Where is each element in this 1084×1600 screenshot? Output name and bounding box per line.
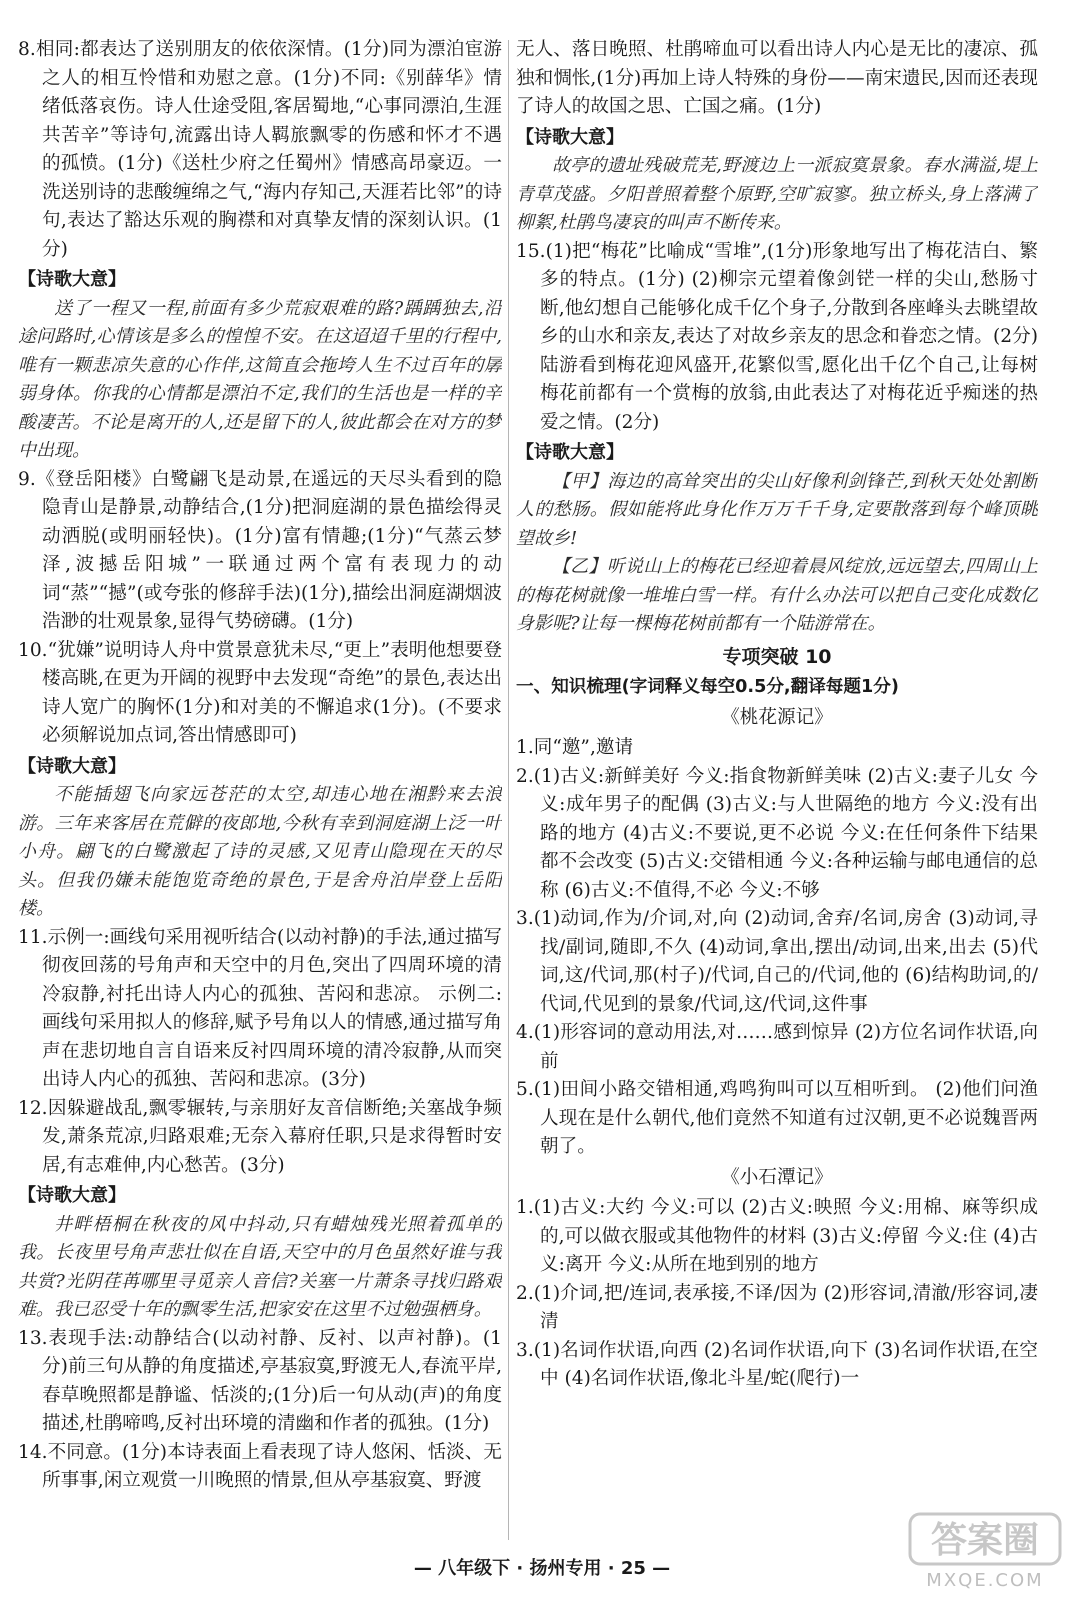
answer-item: 14.不同意。(1分)本诗表面上看表现了诗人悠闲、恬淡、无所事事,闲立观赏一川晚照的情景,但从亭基寂寞、野渡	[18, 1441, 502, 1491]
answer-text: 无人、落日晚照、杜鹃啼血可以看出诗人内心是无比的凄凉、孤独和惆怅,(1分)再加上诗人特殊的身份——南宋遗民,因而还表现了诗人的故国之思、亡国之痛。(1分)	[516, 39, 1038, 117]
answer-item: 11.示例一:画线句采用视听结合(以动衬静)的手法,通过描写彻夜回荡的号角声和天空中的月色,突出了四周环境的清冷寂静,衬托出诗人内心的孤独、苦闷和悲凉。 示例二:画线句采用拟人的修辞,赋予号角以人的情感,通过描写角声在悲切地自言自语来反衬四周环境的清冷寂静,从而突出诗人内心的孤独、苦闷和悲凉。(3分)	[18, 926, 502, 1090]
answer-item: 1.同“邀”,邀请	[516, 737, 634, 758]
handwritten-translation: 井畔梧桐在秋夜的风中抖动,只有蜡烛残光照着孤单的我。长夜里号角声悲壮似在自语,天空中的月色虽然好谁与我共赏?光阴荏苒哪里寻觅亲人音信?关塞一片萧条寻找归路艰难。我已忍受十年的飘零生活,把家安在这里不过勉强栖身。	[18, 1213, 502, 1320]
handwritten-translation: 【乙】听说山上的梅花已经迎着晨风绽放,远远望去,四周山上的梅花树就像一堆堆白雪一样。有什么办法可以把自己变化成数亿身影呢?让每一棵梅花树前都有一个陆游常在。	[516, 556, 1038, 634]
handwritten-translation: 【甲】海边的高耸突出的尖山好像利剑锋芒,到秋天处处割断人的愁肠。假如能将此身化作万万千千身,定要散落到每个峰顶眺望故乡!	[516, 470, 1038, 549]
answer-item: 10.“犹嫌”说明诗人舟中赏景意犹未尽,“更上”表明他想要登楼高眺,在更为开阔的视野中去发现“奇绝”的景色,表达出诗人宽广的胸怀(1分)和对美的不懈追求(1分)。(不要求必须解说加点词,答出情感即可)	[18, 639, 502, 746]
section-header: 【诗歌大意】	[18, 1185, 126, 1206]
answer-item: 1.(1)古义:大约 今义:可以 (2)古义:映照 今义:用棉、麻等织成的,可以做衣服或其他物件的材料 (3)古义:停留 今义:住 (4)古义:离开 今义:从所在地到别的地方	[516, 1197, 1038, 1275]
answer-item: 2.(1)介词,把/连词,表承接,不译/因为 (2)形容词,清澈/形容词,凄清	[516, 1282, 1038, 1332]
answer-item: 5.(1)田间小路交错相通,鸡鸣狗叫可以互相听到。 (2)他们问渔人现在是什么朝代,他们竟然不知道有过汉朝,更不必说魏晋两朝了。	[516, 1079, 1038, 1157]
answer-item: 3.(1)名词作状语,向西 (2)名词作状语,向下 (3)名词作状语,在空中 (4)名词作状语,像北斗星/蛇(爬行)一	[516, 1339, 1038, 1389]
left-column	[18, 36, 502, 1544]
column-divider	[508, 40, 509, 1540]
section-subtitle: 一、知识梳理(字词释义每空0.5分,翻译每题1分)	[516, 677, 899, 697]
answer-item: 15.(1)把“梅花”比喻成“雪堆”,(1分)形象地写出了梅花洁白、繁多的特点。(1分) (2)柳宗元望着像剑铓一样的尖山,愁肠寸断,他幻想自己能够化成千亿个身子,分散到各座峰头去眺望故乡的山水和亲友,表达了对故乡亲友的思念和眷恋之情。(2分)陆游看到梅花迎风盛开,花繁似雪,愿化出千亿个自己,让每树梅花前都有一个赏梅的放翁,由此表达了对梅花近乎痴迷的热爱之情。(2分)	[516, 240, 1038, 433]
text-title: 《桃花源记》	[721, 706, 833, 728]
answer-item: 4.(1)形容词的意动用法,对……感到惊异 (2)方位名词作状语,向前	[516, 1022, 1038, 1072]
svg-text:答案圈: 答案圈	[930, 1520, 1040, 1561]
answer-item: 13.表现手法:动静结合(以动衬静、反衬、以声衬静)。(1分)前三句从静的角度描述,亭基寂寞,野渡无人,春流平岸,春草晚照都是静谧、恬淡的;(1分)后一句从动(声)的角度描述,杜鹃啼鸣,反衬出环境的清幽和作者的孤独。(1分)	[18, 1327, 502, 1434]
page-footer: — 八年级下 · 扬州专用 · 25 —	[413, 1558, 671, 1579]
handwritten-translation: 送了一程又一程,前面有多少荒寂艰难的路?踽踽独去,沿途问路时,心情该是多么的惶惶不安。在这迢迢千里的行程中,唯有一颗悲凉失意的心作伴,这简直会拖垮人生不过百年的孱弱身体。你我的心情都是漂泊不定,我们的生活也是一样的辛酸凄苦。不论是离开的人,还是留下的人,彼此都会在对方的梦中出现。	[18, 297, 502, 461]
section-header: 【诗歌大意】	[516, 442, 624, 463]
answer-item: 8.相同:都表达了送别朋友的依依深情。(1分)同为漂泊宦游之人的相互怜惜和劝慰之意。(1分)不同:《别薛华》情绪低落哀伤。诗人仕途受阻,客居蜀地,“心事同漂泊,生涯共苦辛”等诗句,流露出诗人羁旅飘零的伤感和怀才不遇的孤愤。(1分)《送杜少府之任蜀州》情感高昂豪迈。一洗送别诗的悲酸缠绵之气,“海内存知己,天涯若比邻”的诗句,表达了豁达乐观的胸襟和对真挚友情的深刻认识。(1分)	[18, 39, 502, 260]
answer-item: 12.因躲避战乱,飘零辗转,与亲朋好友音信断绝;关塞战争频发,萧条荒凉,归路艰难;无奈入幕府任职,只是求得暂时安居,有志难伸,内心愁苦。(3分)	[18, 1097, 502, 1176]
watermark-logo	[900, 1496, 1070, 1596]
answer-item: 2.(1)古义:新鲜美好 今义:指食物新鲜美味 (2)古义:妻子儿女 今义:成年男子的配偶 (3)古义:与人世隔绝的地方 今义:没有出路的地方 (4)古义:不要说,更不必说 今义:在任何条件下结果都不会改变 (5)古义:交错相通 今义:各种运输与邮电通信的总称 (6)古义:不值得,不必 今义:不够	[516, 765, 1038, 901]
handwritten-translation: 故亭的遗址残破荒芜,野渡边上一派寂寞景象。春水满溢,堤上青草茂盛。夕阳普照着整个原野,空旷寂寥。独立桥头,身上落满了柳絮,杜鹃鸟凄哀的叫声不断传来。	[516, 155, 1038, 233]
handwritten-translation: 不能插翅飞向家远苍茫的太空,却违心地在湘黔来去浪游。三年来客居在荒僻的夜郎地,今秋有幸到洞庭湖上泛一叶小舟。翩飞的白鹭激起了诗的灵感,又见青山隐现在天的尽头。但我仍嫌未能饱览奇绝的景色,于是舍舟泊岸登上岳阳楼。	[18, 784, 502, 919]
svg-text:MXQE.COM: MXQE.COM	[926, 1570, 1044, 1591]
text-title: 《小石潭记》	[721, 1166, 833, 1188]
answer-item: 3.(1)动词,作为/介词,对,向 (2)动词,舍弃/名词,房舍 (3)动词,寻找/副词,随即,不久 (4)动词,拿出,摆出/动词,出来,出去 (5)代词,这/代词,那(村子)/代词,自己的/代词,他的 (6)结构助词,的/代词,代见到的景象/代词,这/代词,这件事	[516, 908, 1038, 1015]
section-title: 专项突破 10	[722, 645, 832, 668]
section-header: 【诗歌大意】	[516, 126, 624, 148]
section-header: 【诗歌大意】	[18, 755, 126, 777]
right-column	[516, 36, 1038, 1544]
section-header: 【诗歌大意】	[18, 269, 126, 290]
answer-item: 9.《登岳阳楼》白鹭翩飞是动景,在遥远的天尽头看到的隐隐青山是静景,动静结合,(1分)把洞庭湖的景色描绘得灵动洒脱(或明丽轻快)。(1分)富有情趣;(1分)“气蒸云梦泽,波撼岳阳城”一联通过两个富有表现力的动词“蒸”“撼”(或夸张的修辞手法)(1分),描绘出洞庭湖烟波浩渺的壮观景象,显得气势磅礴。(1分)	[18, 468, 502, 632]
